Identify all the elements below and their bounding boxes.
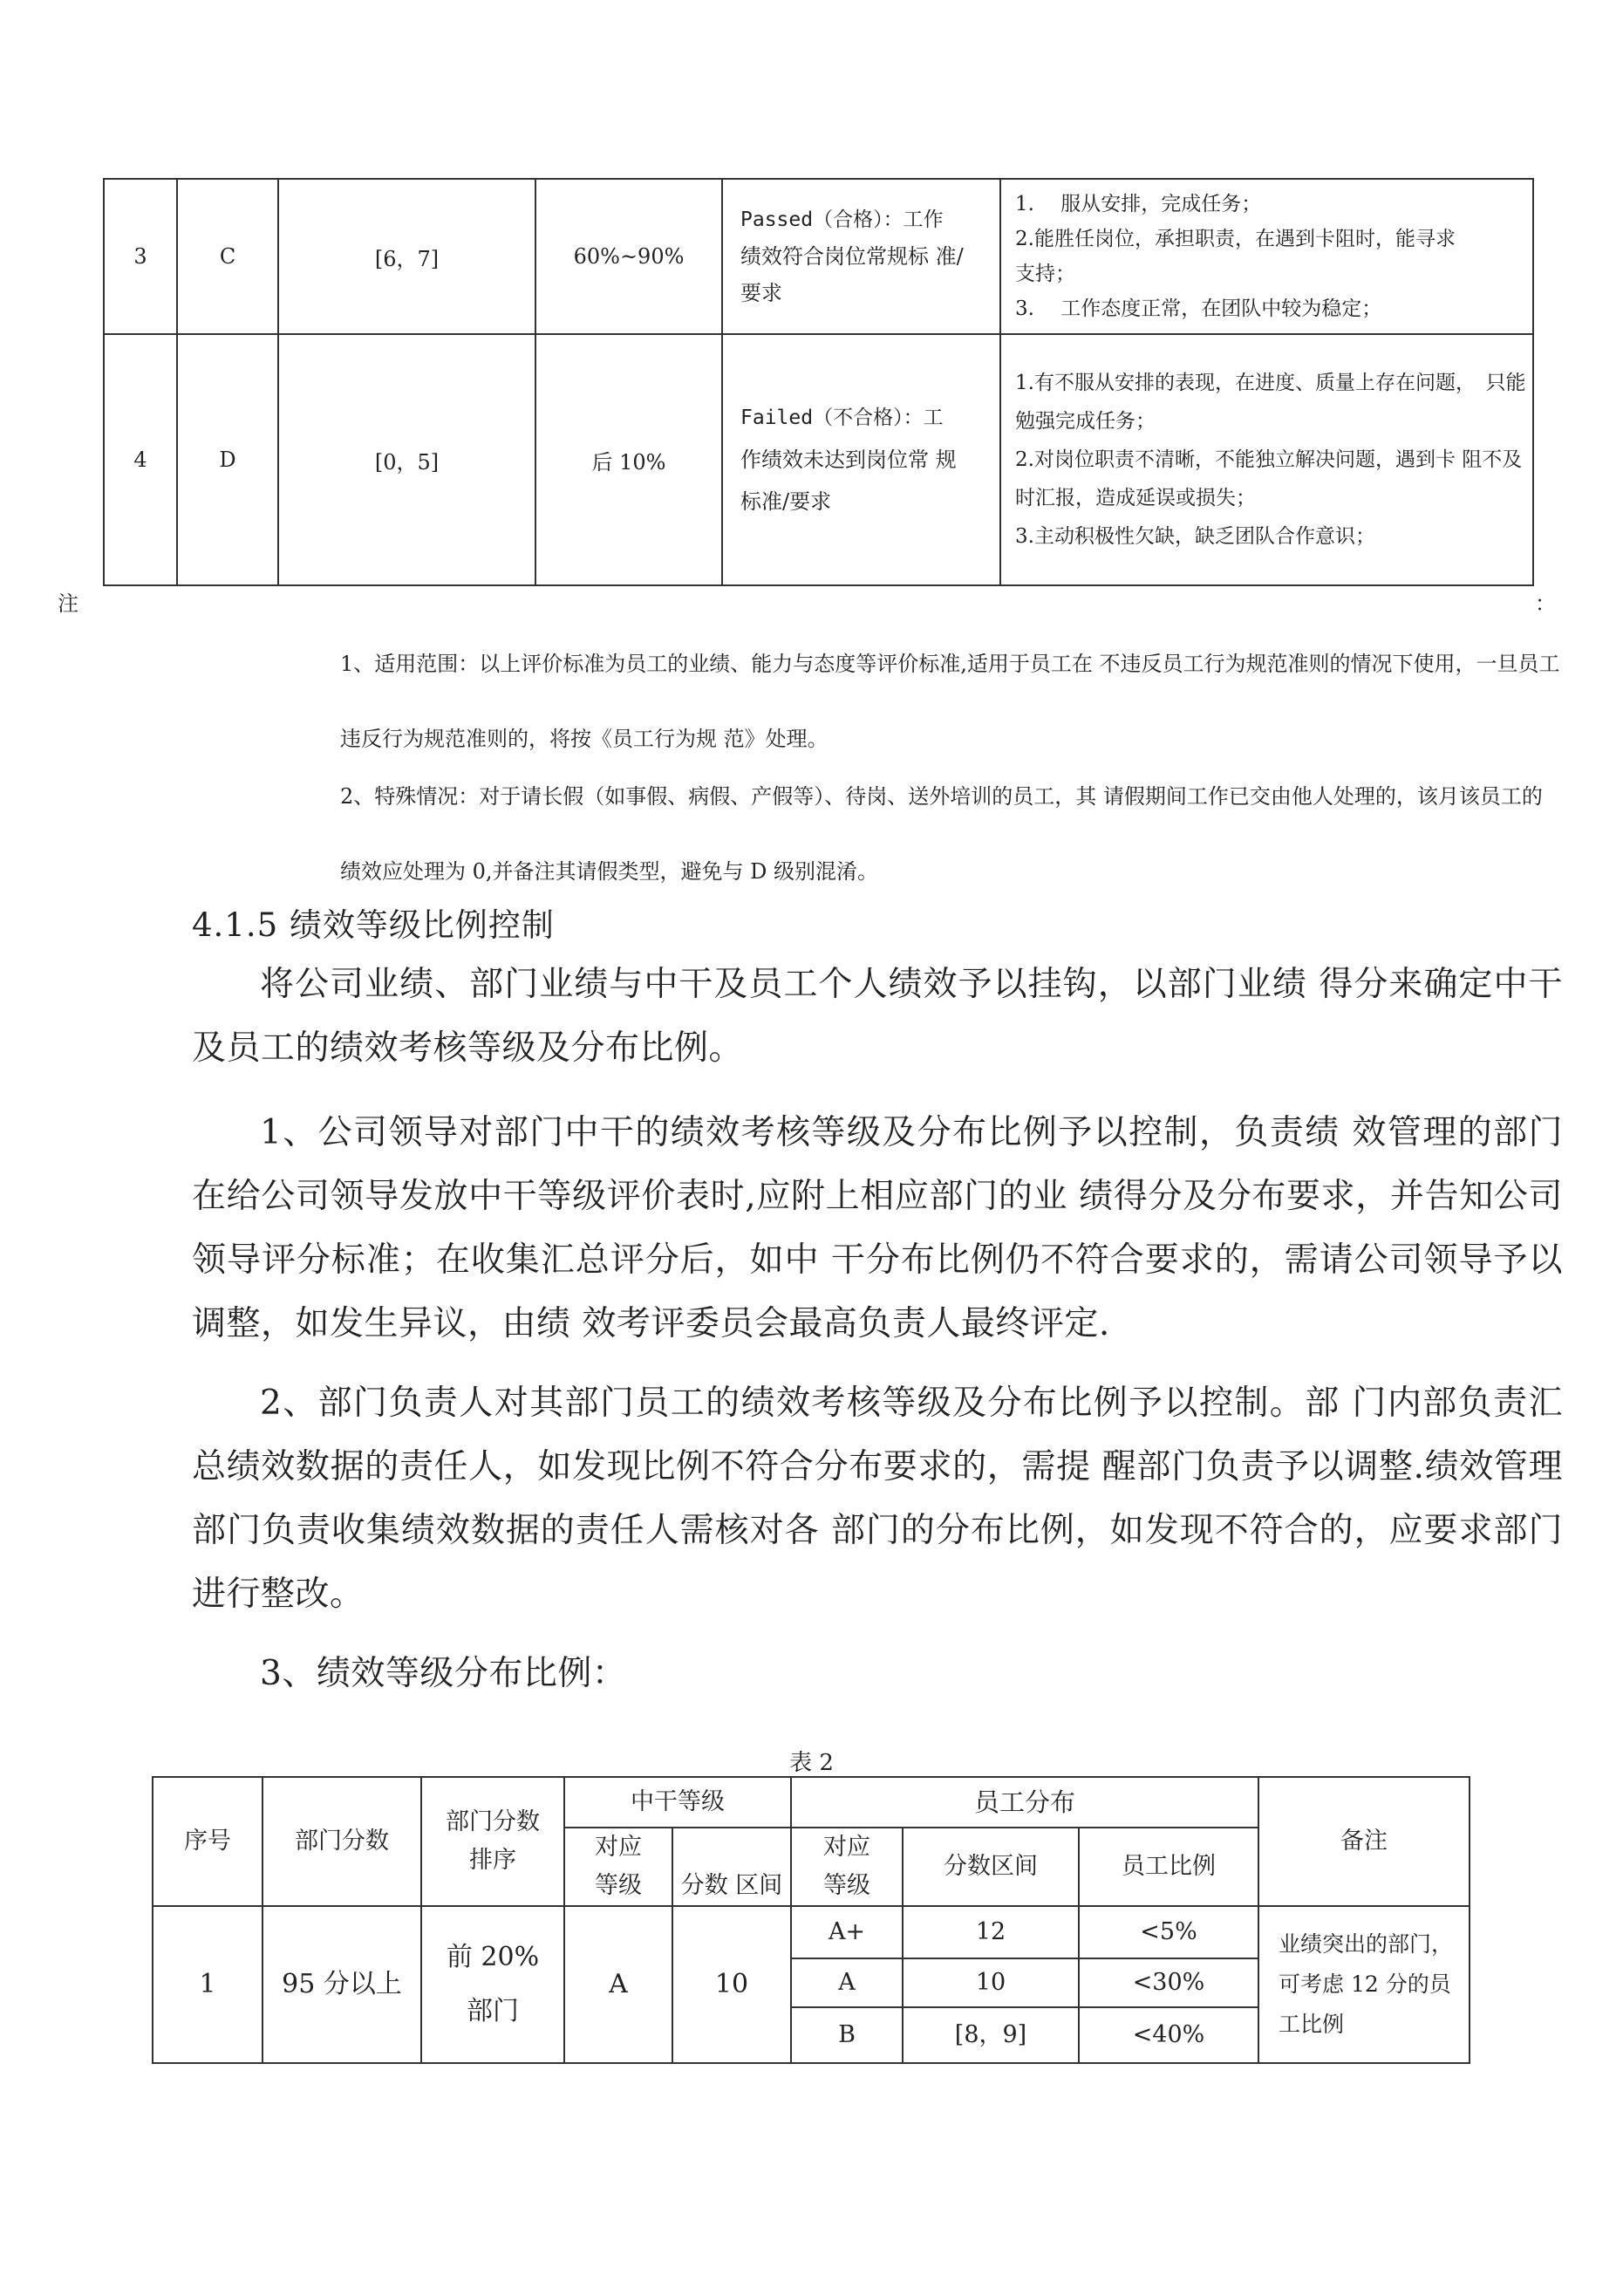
row-mid-grade: A	[564, 1906, 672, 2063]
header-emp-range: 分数区间	[903, 1828, 1079, 1906]
header-mid-grade-text: 对应等级	[595, 1834, 642, 1899]
table-row	[104, 179, 1533, 334]
row-no: 1	[153, 1906, 263, 2063]
description-line: 2.对岗位职责不清晰，不能独立解决问题，遇到卡 阻不及	[1015, 448, 1523, 471]
standard-line: 标准/要求	[740, 489, 832, 514]
ratio: 后 10%	[535, 334, 722, 585]
distribution-table	[152, 1776, 1470, 2064]
table-row	[153, 1906, 1470, 1958]
description-cell	[1000, 334, 1533, 585]
description-line: 3. 工作态度正常，在团队中较为稳定；	[1015, 297, 1382, 320]
row-dept-score: 95 分以上	[263, 1906, 421, 2063]
header-emp-group: 员工分布	[791, 1777, 1258, 1828]
body-paragraph: 1、公司领导对部门中干的绩效考核等级及分布比例予以控制，负责绩 效管理的部门在给公司领导发放中干等级评价表时,应附上相应部门的业 绩得分及分布要求，并告知公司领导评分标准；在收集汇总评分后，如中 干分布比例仍不符合要求的，需请公司领导予以调整，如发生异议，由绩 效考评委员会最高负责人最终评定.	[192, 1113, 1563, 1343]
header-emp-grade-text: 对应等级	[823, 1834, 870, 1899]
header-dept-rank	[421, 1777, 564, 1906]
row-dept-rank	[421, 1906, 564, 2063]
note-label: 注	[58, 591, 78, 616]
row-remark: 业绩突出的部门，可考虑 12 分的员工比例	[1258, 1906, 1470, 2063]
score-range: [0，5]	[278, 334, 535, 585]
sub-grade: A	[791, 1958, 903, 2007]
header-emp-ratio: 员工比例	[1079, 1828, 1258, 1906]
sub-range: 10	[903, 1958, 1079, 2007]
header-mid-grade	[564, 1828, 672, 1906]
row-mid-range: 10	[672, 1906, 791, 2063]
header-dept-score: 部门分数	[263, 1777, 421, 1906]
note-item	[192, 759, 1563, 909]
sub-grade: A+	[791, 1906, 903, 1958]
header-row	[153, 1777, 1470, 1828]
grade-letter: D	[177, 334, 278, 585]
description-cell	[1000, 179, 1533, 334]
score-range: [6，7]	[278, 179, 535, 334]
standard-cell	[722, 334, 1000, 585]
sub-grade: B	[791, 2007, 903, 2063]
header-mid-group: 中干等级	[564, 1777, 791, 1828]
note-text: 2、特殊情况：对于请长假（如事假、病假、产假等）、待岗、送外培训的员工，其 请假期间工作已交由他人处理的，该月该员工的绩效应处理为 0,并备注其请假类型，避免与 D 级别混淆。	[340, 784, 1543, 884]
sub-ratio: <5%	[1079, 1906, 1258, 1958]
sub-ratio: <40%	[1079, 2007, 1258, 2063]
note-colon: ：	[1535, 591, 1556, 616]
note-text: 1、适用范围：以上评价标准为员工的业绩、能力与态度等评价标准,适用于员工在 不违反员工行为规范准则的情况下使用，一旦员工违反行为规范准则的，将按《员工行为规 范》处理。	[340, 652, 1560, 751]
description-line: 3.主动积极性欠缺，缺乏团队合作意识；	[1015, 525, 1375, 548]
header-mid-range: 分数 区间	[672, 1828, 791, 1906]
header-emp-grade	[791, 1828, 903, 1906]
standard-line: Failed（不合格）：工	[740, 407, 944, 429]
standard-line: 作绩效未达到岗位常 规	[740, 448, 957, 472]
note-item	[192, 626, 1563, 776]
header-dept-rank-text: 部门分数排序	[446, 1808, 540, 1874]
row-number: 3	[104, 179, 177, 334]
description-line: 勉强完成任务；	[1015, 410, 1156, 433]
section-title: 4.1.5 绩效等级比例控制	[192, 906, 555, 944]
description-line: 支持；	[1015, 263, 1075, 285]
sub-ratio: <30%	[1079, 1958, 1258, 2007]
description-line: 时汇报，造成延误或损失；	[1015, 487, 1256, 509]
header-no: 序号	[153, 1777, 263, 1906]
table-caption: 表 2	[789, 1750, 834, 1776]
header-remark: 备注	[1258, 1777, 1470, 1906]
description-line: 1. 服从安排，完成任务；	[1015, 193, 1262, 215]
body-paragraph: 3、绩效等级分布比例：	[260, 1654, 627, 1693]
description-line: 2.能胜任岗位，承担职责，在遇到卡阻时，能寻求	[1015, 228, 1456, 250]
standard-line: Passed（合格）：工作	[740, 208, 944, 231]
standard-line: 绩效符合岗位常规标 准/	[740, 244, 964, 269]
description-line: 1.有不服从安排的表现，在进度、质量上存在问题， 只能	[1015, 372, 1526, 394]
table-row	[104, 334, 1533, 585]
body-paragraph: 2、部门负责人对其部门员工的绩效考核等级及分布比例予以控制。部 门内部负责汇总绩效数据的责任人，如发现比例不符合分布要求的，需提 醒部门负责予以调整.绩效管理部门负责收集绩效数据的责任人需核对各 部门的分布比例，如发现不符合的，应要求部门进行整改。	[192, 1384, 1563, 1614]
standard-cell	[722, 179, 1000, 334]
sub-range: 12	[903, 1906, 1079, 1958]
row-number: 4	[104, 334, 177, 585]
row-dept-rank-text: 前 20%部门	[446, 1942, 540, 2026]
grade-criteria-table	[103, 178, 1534, 586]
body-paragraph: 将公司业绩、部门业绩与中干及员工个人绩效予以挂钩，以部门业绩 得分来确定中干及员工的绩效考核等级及分布比例。	[192, 965, 1563, 1068]
ratio: 60%~90%	[535, 179, 722, 334]
sub-range: [8，9]	[903, 2007, 1079, 2063]
standard-line: 要求	[740, 281, 782, 305]
grade-letter: C	[177, 179, 278, 334]
